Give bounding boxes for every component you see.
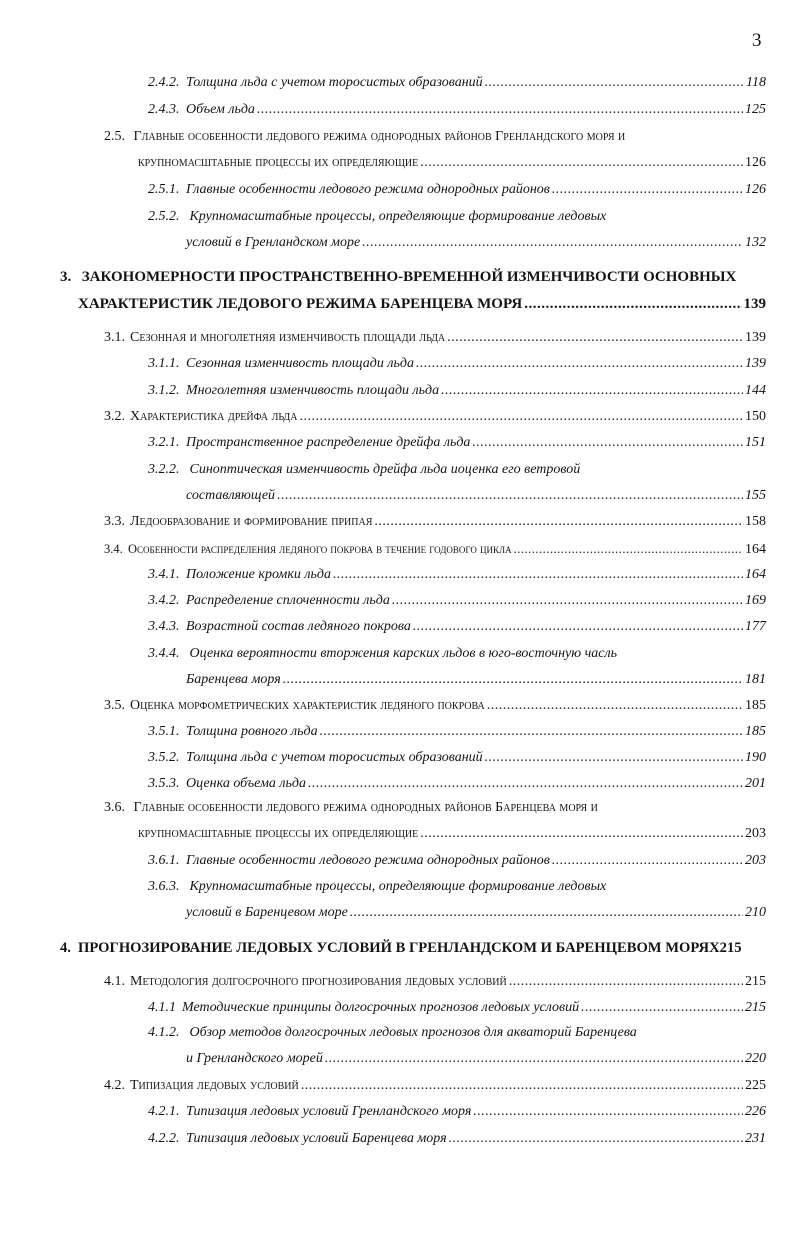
dot-leader	[485, 749, 743, 767]
toc-entry-page: 126	[745, 155, 766, 170]
toc-entry-title-continued: крупномасштабные процессы их определяющие	[138, 826, 419, 841]
toc-entry-number: 3.2.	[104, 409, 125, 424]
toc-entry-page: 181	[745, 672, 766, 687]
toc-chapter-first-line[interactable]	[60, 268, 736, 286]
dot-leader	[472, 434, 743, 452]
toc-entry-title: Крупномасштабные процессы, определяющие формирование ледовых	[189, 879, 607, 894]
toc-entry-number: 3.5.2.	[148, 750, 180, 765]
toc-entry-page: 185	[745, 724, 766, 739]
toc-entry[interactable]	[186, 1050, 766, 1068]
toc-entry[interactable]	[148, 592, 766, 610]
toc-entry-page: 139	[745, 330, 766, 345]
toc-entry-number: 3.4.3.	[148, 619, 180, 634]
toc-entry-number: 4.1.2.	[148, 1025, 180, 1040]
toc-entry-page: 158	[745, 514, 766, 529]
toc-entry-title: Многолетняя изменчивость площади льда	[186, 383, 440, 398]
toc-entry[interactable]	[148, 852, 766, 870]
toc-entry-page: 132	[745, 235, 766, 250]
toc-entry-title: Сезонная и многолетняя изменчивость площади льда	[130, 330, 446, 345]
toc-chapter[interactable]	[60, 939, 768, 957]
dot-leader	[447, 329, 743, 347]
toc-entry-first-line[interactable]	[148, 461, 580, 479]
toc-entry-page: 185	[745, 698, 766, 713]
dot-leader	[420, 154, 743, 172]
toc-entry-title: Толщина ровного льда	[186, 724, 318, 739]
toc-entry-number: 3.	[60, 269, 72, 285]
dot-leader	[413, 618, 743, 636]
toc-entry[interactable]	[148, 775, 766, 793]
toc-entry-title-continued: составляющей	[186, 488, 276, 503]
toc-entry[interactable]	[148, 723, 766, 741]
dot-leader	[487, 697, 743, 715]
toc-entry-title: Оценка морфометрических характеристик ледяного покрова	[130, 698, 485, 713]
toc-entry-number: 3.4.1.	[148, 567, 180, 582]
toc-entry-title: Характеристика дрейфа льда	[130, 409, 298, 424]
toc-entry-title: Крупномасштабные процессы, определяющие формирование ледовых	[189, 209, 607, 224]
toc-entry-title: ПРОГНОЗИРОВАНИЕ ЛЕДОВЫХ УСЛОВИЙ В ГРЕНЛАНДСКОМ И БАРЕНЦЕВОМ МОРЯХ	[78, 940, 720, 956]
dot-leader	[441, 382, 743, 400]
toc-entry-page: 126	[745, 182, 766, 197]
toc-entry-title: Методические принципы долгосрочных прогнозов ледовых условий	[182, 1000, 580, 1015]
toc-entry-title: Сезонная изменчивость площади льда	[186, 356, 414, 371]
toc-entry[interactable]	[186, 487, 766, 505]
toc-entry[interactable]	[104, 1077, 766, 1095]
toc-entry-number: 2.4.2.	[148, 75, 180, 90]
toc-entry-title: Ледообразование и формирование припая	[130, 514, 373, 529]
toc-chapter[interactable]	[78, 295, 766, 313]
toc-entry-title: Главные особенности ледового режима однородных районов Гренландского моря и	[133, 129, 626, 144]
toc-entry-number: 3.4.2.	[148, 593, 180, 608]
toc-entry-title: Объем льда	[186, 102, 255, 117]
toc-entry-title: Типизация ледовых условий Гренландского моря	[186, 1104, 472, 1119]
toc-entry-number: 4.1.	[104, 974, 125, 989]
toc-entry[interactable]	[104, 408, 766, 426]
toc-entry-page: 144	[745, 383, 766, 398]
toc-entry-page: 220	[745, 1051, 766, 1066]
toc-entry-first-line[interactable]	[148, 208, 606, 226]
toc-entry[interactable]	[148, 181, 766, 199]
dot-leader	[581, 999, 743, 1017]
toc-entry-number: 4.2.	[104, 1078, 125, 1093]
toc-entry-number: 3.5.3.	[148, 776, 180, 791]
toc-entry-title: Синоптическая изменчивость дрейфа льда иоценка его ветровой	[189, 462, 581, 477]
toc-entry-page: 139	[745, 356, 766, 371]
toc-entry[interactable]	[104, 513, 766, 531]
toc-entry-page: 226	[745, 1104, 766, 1119]
toc-entry-title: Положение кромки льда	[186, 567, 331, 582]
toc-entry[interactable]	[148, 999, 766, 1017]
toc-entry-number: 3.1.	[104, 330, 125, 345]
dot-leader	[320, 723, 743, 741]
toc-entry[interactable]	[138, 825, 766, 843]
toc-entry-number: 3.1.2.	[148, 383, 180, 398]
toc-entry-title: Обзор методов долгосрочных ледовых прогнозов для акваторий Баренцева	[189, 1025, 637, 1040]
toc-entry-page: 201	[745, 776, 766, 791]
dot-leader	[420, 825, 743, 843]
toc-entry[interactable]	[148, 101, 766, 119]
toc-entry[interactable]	[148, 74, 766, 92]
toc-entry-page: 139	[743, 296, 766, 312]
toc-entry-page: 215	[719, 940, 742, 956]
dot-leader	[350, 904, 743, 922]
toc-entry-number: 3.6.1.	[148, 853, 180, 868]
toc-entry-page: 151	[745, 435, 766, 450]
toc-entry-page: 169	[745, 593, 766, 608]
toc-entry-number: 4.2.1.	[148, 1104, 180, 1119]
toc-entry-page: 164	[745, 542, 766, 557]
dot-leader	[552, 852, 743, 870]
dot-leader	[325, 1050, 743, 1068]
toc-entry-title: Главные особенности ледового режима однородных районов Баренцева моря и	[133, 800, 598, 815]
dot-leader	[299, 408, 743, 426]
toc-entry-number: 3.6.	[104, 800, 125, 815]
toc-entry-title: Распределение сплоченности льда	[186, 593, 390, 608]
toc-entry-first-line[interactable]	[148, 878, 606, 896]
toc-entry[interactable]	[138, 154, 766, 172]
toc-entry-number: 3.6.3.	[148, 879, 180, 894]
toc-entry[interactable]	[148, 1130, 766, 1148]
toc-entry[interactable]	[104, 697, 766, 715]
toc-entry-number: 3.1.1.	[148, 356, 180, 371]
toc-entry-number: 3.2.1.	[148, 435, 180, 450]
toc-entry[interactable]	[148, 355, 766, 373]
dot-leader	[301, 1077, 743, 1095]
toc-entry-number: 3.2.2.	[148, 462, 180, 477]
toc-entry[interactable]	[104, 540, 766, 559]
toc-entry-page: 215	[745, 974, 766, 989]
dot-leader	[524, 295, 741, 313]
toc-entry-title: Методология долгосрочного прогнозирования ледовых условий	[130, 974, 507, 989]
toc-entry[interactable]	[148, 618, 766, 636]
dot-leader	[333, 566, 743, 584]
toc-entry-first-line[interactable]	[148, 645, 617, 663]
toc-entry-number: 2.5.	[104, 129, 125, 144]
dot-leader	[277, 487, 743, 505]
toc-entry-title: Типизация ледовых условий Баренцева моря	[186, 1131, 447, 1146]
toc-entry-number: 2.4.3.	[148, 102, 180, 117]
toc-entry-page: 203	[745, 853, 766, 868]
toc-entry-page: 210	[745, 905, 766, 920]
toc-entry-title-continued: Баренцева моря	[186, 672, 281, 687]
dot-leader	[362, 234, 743, 252]
toc-entry[interactable]	[104, 329, 766, 347]
toc-entry-title: ЗАКОНОМЕРНОСТИ ПРОСТРАНСТВЕННО-ВРЕМЕННОЙ ИЗМЕНЧИВОСТИ ОСНОВНЫХ	[81, 269, 737, 285]
toc-entry-page: 231	[745, 1131, 766, 1146]
toc-entry-page: 225	[745, 1078, 766, 1093]
toc-entry-page: 125	[745, 102, 766, 117]
toc-entry-first-line[interactable]	[104, 128, 625, 146]
toc-entry-title-continued: крупномасштабные процессы их определяющие	[138, 155, 419, 170]
toc-entry-title: Оценка объема льда	[186, 776, 306, 791]
toc-entry[interactable]	[186, 671, 766, 689]
toc-entry-page: 164	[745, 567, 766, 582]
dot-leader	[257, 101, 743, 119]
toc-entry-number: 4.	[60, 940, 71, 956]
toc-entry-first-line[interactable]	[148, 1024, 637, 1042]
toc-entry-title-continued: и Гренландского морей	[186, 1051, 323, 1066]
toc-entry-number: 3.5.1.	[148, 724, 180, 739]
dot-leader	[308, 775, 743, 793]
toc-entry-title: Особенности распределения ледяного покрова в течение годового цикла	[128, 542, 512, 556]
toc-entry-title: Толщина льда с учетом торосистых образований	[186, 75, 483, 90]
toc-entry-title: Главные особенности ледового режима однородных районов	[186, 182, 550, 197]
toc-entry[interactable]	[186, 234, 766, 252]
toc-entry-page: 155	[745, 488, 766, 503]
toc-entry-number: 3.3.	[104, 514, 125, 529]
toc-entry-title: Пространственное распределение дрейфа льда	[186, 435, 471, 450]
dot-leader	[449, 1130, 743, 1148]
dot-leader	[374, 513, 743, 531]
toc-entry-page: 118	[746, 75, 766, 90]
dot-leader	[552, 181, 743, 199]
toc-entry-number: 2.5.2.	[148, 209, 180, 224]
dot-leader	[392, 592, 743, 610]
toc-entry-number: 4.1.1	[148, 1000, 176, 1015]
dot-leader	[283, 671, 743, 689]
toc-entry-number: 2.5.1.	[148, 182, 180, 197]
dot-leader	[485, 74, 744, 92]
toc-entry-title: Толщина льда с учетом торосистых образований	[186, 750, 483, 765]
toc-entry-number: 3.5.	[104, 698, 125, 713]
toc-entry-title: Типизация ледовых условий	[130, 1078, 299, 1093]
toc-entry-page: 177	[745, 619, 766, 634]
toc-entry-title-continued: условий в Гренландском море	[186, 235, 361, 250]
toc-entry-title-continued: условий в Баренцевом море	[186, 905, 348, 920]
toc-entry-page: 215	[745, 1000, 766, 1015]
toc-entry-title: Главные особенности ледового режима однородных районов	[186, 853, 550, 868]
toc-entry-title: Оценка вероятности вторжения карских льдов в юго-восточную часль	[189, 646, 617, 661]
toc-entry[interactable]	[148, 566, 766, 584]
toc-entry-page: 203	[745, 826, 766, 841]
toc-entry-first-line[interactable]	[104, 799, 598, 817]
toc-entry[interactable]	[148, 434, 766, 452]
dot-leader	[473, 1103, 743, 1121]
toc-entry-page: 190	[745, 750, 766, 765]
toc-entry[interactable]	[148, 749, 766, 767]
toc-entry[interactable]	[148, 382, 766, 400]
toc-entry-number: 4.2.2.	[148, 1131, 180, 1146]
toc-entry[interactable]	[104, 973, 766, 991]
dot-leader	[509, 973, 743, 991]
toc-entry-page: 150	[745, 409, 766, 424]
dot-leader	[514, 540, 743, 558]
toc-entry[interactable]	[186, 904, 766, 922]
toc-entry-number: 3.4.4.	[148, 646, 180, 661]
dot-leader	[416, 355, 743, 373]
page-number: 3	[752, 30, 762, 51]
toc-entry-number: 3.4.	[104, 542, 123, 556]
toc-entry-title: Возрастной состав ледяного покрова	[186, 619, 411, 634]
toc-entry-title-continued: ХАРАКТЕРИСТИК ЛЕДОВОГО РЕЖИМА БАРЕНЦЕВА МОРЯ	[78, 296, 523, 312]
toc-entry[interactable]	[148, 1103, 766, 1121]
